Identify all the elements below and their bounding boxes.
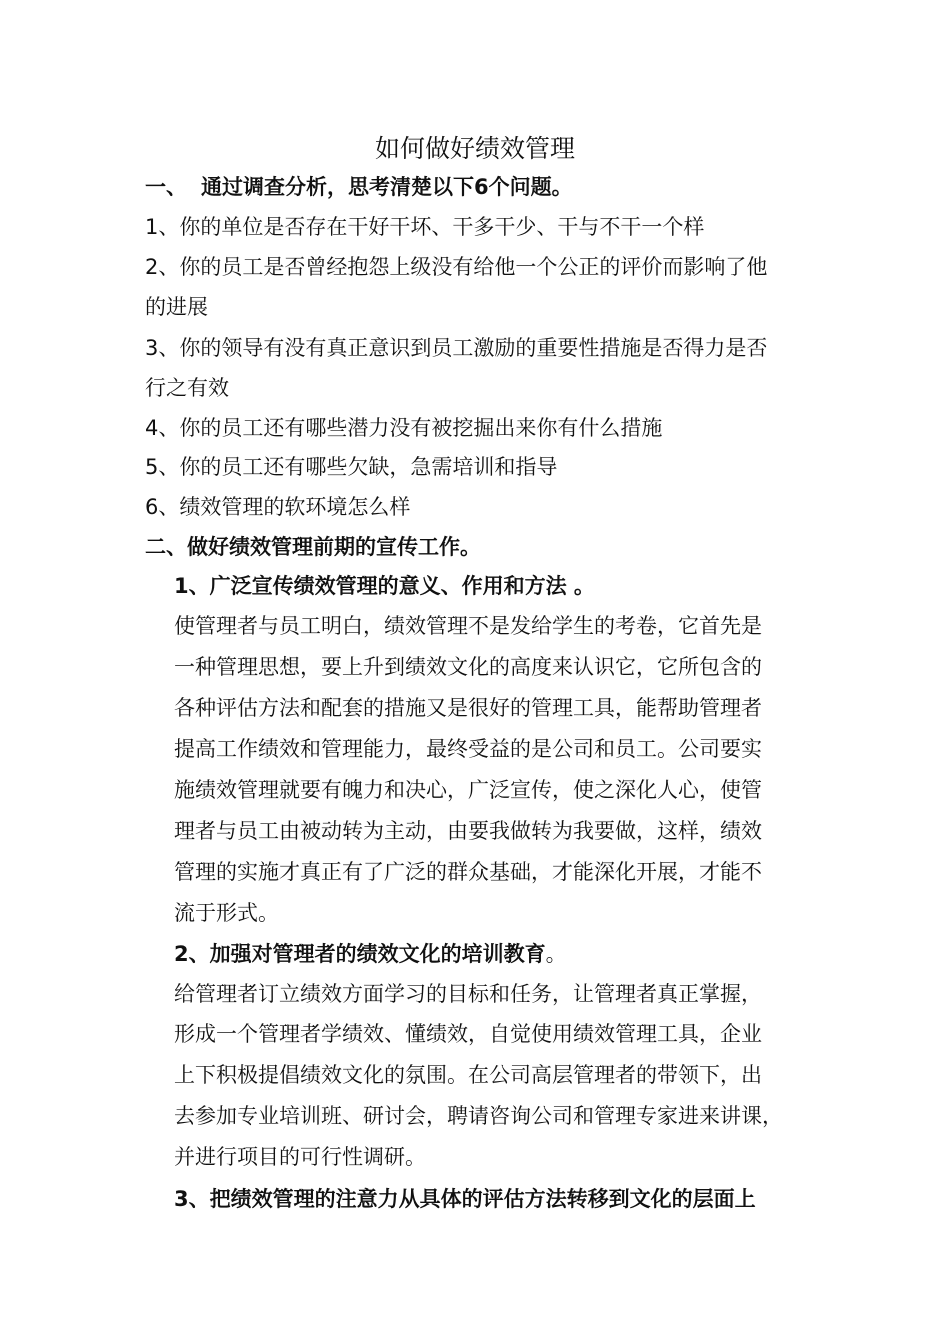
section-1-number: 一、 bbox=[145, 175, 187, 199]
paragraph-line: 理者与员工由被动转为主动，由要我做转为我要做，这样，绩效 bbox=[174, 819, 762, 843]
subsection-2-heading-end: 。 bbox=[545, 942, 567, 966]
section-2-heading: 二、做好绩效管理前期的宣传工作。 bbox=[145, 535, 481, 559]
question-line: 5、你的员工还有哪些欠缺，急需培训和指导 bbox=[145, 455, 558, 479]
paragraph-line: 各种评估方法和配套的措施又是很好的管理工具，能帮助管理者 bbox=[174, 696, 762, 720]
paragraph-line: 上下积极提倡绩效文化的氛围。在公司高层管理者的带领下，出 bbox=[174, 1063, 762, 1087]
section-1-heading-text: 通过调查分析，思考清楚以下6个问题。 bbox=[201, 175, 573, 199]
paragraph-line: 使管理者与员工明白，绩效管理不是发给学生的考卷，它首先是 bbox=[174, 614, 762, 638]
paragraph-line: 去参加专业培训班、研讨会，聘请咨询公司和管理专家进来讲课， bbox=[174, 1104, 783, 1128]
subsection-2-heading bbox=[174, 939, 567, 969]
document-title: 如何做好绩效管理 bbox=[374, 134, 575, 163]
paragraph-line: 管理的实施才真正有了广泛的群众基础，才能深化开展，才能不 bbox=[174, 860, 762, 884]
question-line: 行之有效 bbox=[145, 376, 229, 400]
question-line: 3、你的领导有没有真正意识到员工激励的重要性措施是否得力是否 bbox=[145, 336, 768, 360]
subsection-1-heading: 1、广泛宣传绩效管理的意义、作用和方法 。 bbox=[174, 574, 595, 598]
question-line: 4、你的员工还有哪些潜力没有被挖掘出来你有什么措施 bbox=[145, 416, 663, 440]
subsection-2-heading-text: 2、加强对管理者的绩效文化的培训教育 bbox=[174, 942, 546, 966]
paragraph-line: 一种管理思想，要上升到绩效文化的高度来认识它，它所包含的 bbox=[174, 655, 762, 679]
paragraph-line: 施绩效管理就要有魄力和决心，广泛宣传，使之深化人心，使管 bbox=[174, 778, 762, 802]
subsection-3-heading: 3、把绩效管理的注意力从具体的评估方法转移到文化的层面上 bbox=[174, 1187, 756, 1211]
paragraph-line: 提高工作绩效和管理能力，最终受益的是公司和员工。公司要实 bbox=[174, 737, 762, 761]
question-line: 的进展 bbox=[145, 295, 208, 319]
question-line: 1、你的单位是否存在干好干坏、干多干少、干与不干一个样 bbox=[145, 215, 705, 239]
paragraph-line: 给管理者订立绩效方面学习的目标和任务，让管理者真正掌握， bbox=[174, 982, 762, 1006]
paragraph-line: 形成一个管理者学绩效、懂绩效，自觉使用绩效管理工具，企业 bbox=[174, 1022, 762, 1046]
question-line: 2、你的员工是否曾经抱怨上级没有给他一个公正的评价而影响了他 bbox=[145, 255, 768, 279]
section-1-heading bbox=[145, 172, 573, 202]
paragraph-line: 并进行项目的可行性调研。 bbox=[174, 1145, 426, 1169]
question-line: 6、绩效管理的软环境怎么样 bbox=[145, 495, 411, 519]
paragraph-line: 流于形式。 bbox=[174, 901, 279, 925]
